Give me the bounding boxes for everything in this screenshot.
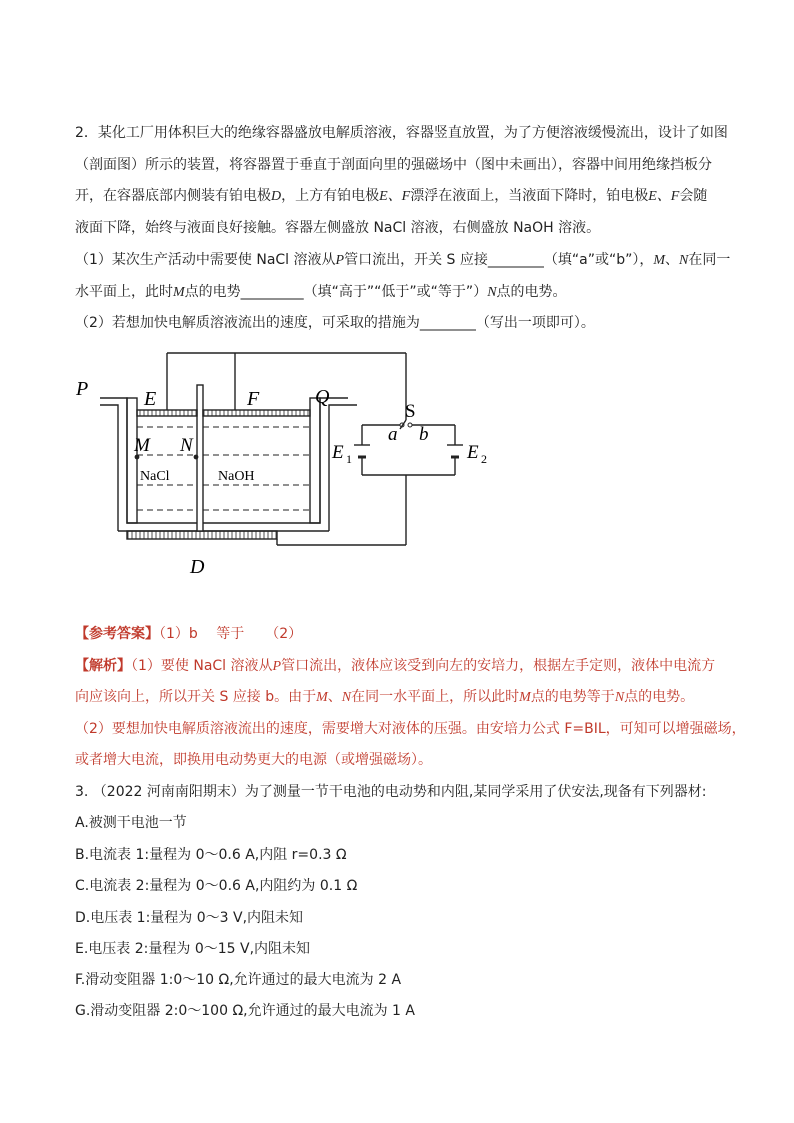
label-a: a xyxy=(388,424,398,445)
analysis-line-2: 向应该向上，所以开关 S 应接 b。由于M、N在同一水平面上，所以此时M点的电势等于N点的电势。 xyxy=(75,689,695,705)
q3-item-c: C.电流表 2:量程为 0～0.6 A,内阻约为 0.1 Ω xyxy=(75,878,358,894)
answer-line: 【参考答案】（1）b 等于 （2） xyxy=(75,626,303,642)
q3-item-a: A.被测干电池一节 xyxy=(75,815,187,831)
q2-part-2: （2）若想加快电解质溶液流出的速度，可采取的措施为________（写出一项即可）。 xyxy=(75,315,595,331)
q2-line-3: 开，在容器底部内侧装有铂电极D，上方有铂电极E、F漂浮在液面上，当液面下降时，铂电极E、F会随 xyxy=(75,188,708,204)
q2-part-1-line-1: （1）某次生产活动中需要使 NaCl 溶液从P管口流出，开关 S 应接________（填“a”或“b”），M、N在同一 xyxy=(75,252,731,268)
point-n xyxy=(194,455,199,460)
apparatus-diagram xyxy=(70,345,500,580)
q2-part-1-line-2: 水平面上，此时M点的电势_________（填“高于”“低于”或“等于”）N点的电势。 xyxy=(75,284,567,300)
q2-line-1: 2．某化工厂用体积巨大的绝缘容器盛放电解质溶液，容器竖直放置，为了方便溶液缓慢流出，设计了如图 xyxy=(75,125,728,141)
label-b: b xyxy=(419,424,429,445)
analysis-line-3: （2）要想加快电解质溶液流出的速度，需要增大对液体的压强。由安培力公式 F=BIL，可知可以增强磁场， xyxy=(75,721,746,737)
label-e: E xyxy=(144,388,157,410)
q3-item-b: B.电流表 1:量程为 0～0.6 A,内阻 r=0.3 Ω xyxy=(75,847,347,863)
analysis-line-1: 【解析】（1）要使 NaCl 溶液从P管口流出，液体应该受到向左的安培力，根据左手定则，液体中电流方 xyxy=(75,658,716,674)
q2-line-4: 液面下降，始终与液面良好接触。容器左侧盛放 NaCl 溶液，右侧盛放 NaOH 溶液。 xyxy=(75,220,601,236)
label-e1: E xyxy=(332,442,344,463)
label-s: S xyxy=(405,401,416,422)
label-m: M xyxy=(134,435,150,456)
label-q: Q xyxy=(315,386,330,408)
label-n: N xyxy=(180,435,193,456)
q3-item-d: D.电压表 1:量程为 0～3 V,内阻未知 xyxy=(75,910,304,926)
q3-item-g: G.滑动变阻器 2:0～100 Ω,允许通过的最大电流为 1 A xyxy=(75,1003,415,1019)
label-p: P xyxy=(76,378,89,400)
label-e2: E xyxy=(467,442,479,463)
label-d: D xyxy=(190,556,205,578)
switch-contact-b xyxy=(408,423,412,427)
label-e2-subscript: 2 xyxy=(481,452,487,466)
label-naoh: NaOH xyxy=(218,469,255,484)
label-nacl: NaCl xyxy=(140,469,170,484)
q2-line-2: （剖面图）所示的装置，将容器置于垂直于剖面向里的强磁场中（图中未画出），容器中间用绝缘挡板分 xyxy=(75,157,712,173)
label-e1-subscript: 1 xyxy=(346,452,352,466)
q3-intro: 3. （2022 河南南阳期末）为了测量一节干电池的电动势和内阻,某同学采用了伏安法,现备有下列器材: xyxy=(75,784,707,800)
q3-item-e: E.电压表 2:量程为 0～15 V,内阻未知 xyxy=(75,941,311,957)
q3-item-f: F.滑动变阻器 1:0～10 Ω,允许通过的最大电流为 2 A xyxy=(75,972,402,988)
analysis-line-4: 或者增大电流，即换用电动势更大的电源（或增强磁场）。 xyxy=(75,752,432,768)
label-f: F xyxy=(247,388,260,410)
